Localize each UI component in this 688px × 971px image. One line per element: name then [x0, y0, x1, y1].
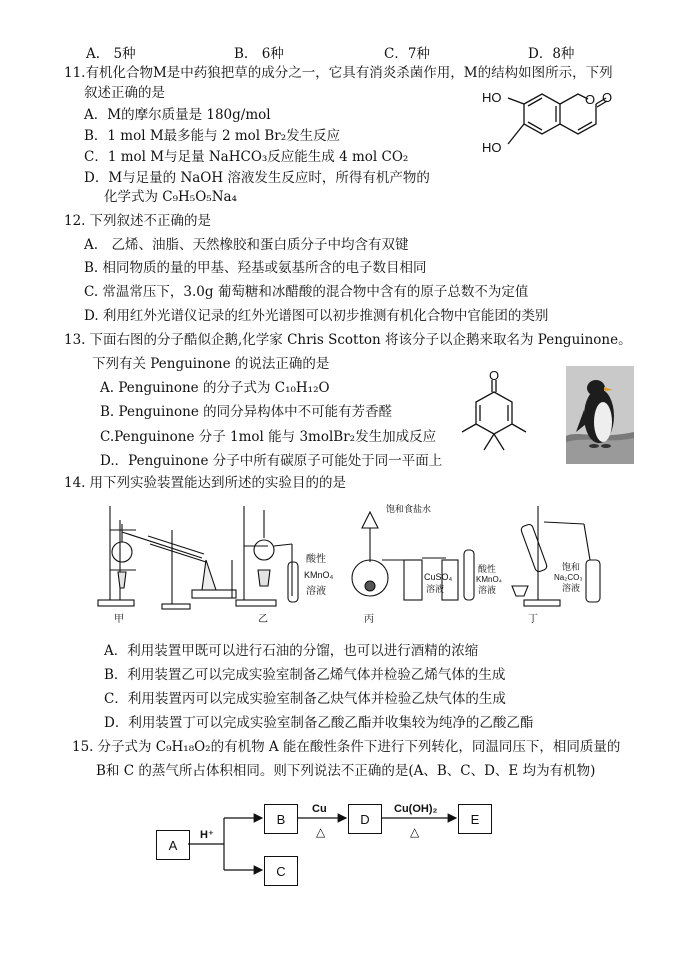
label-saturated: 饱和	[562, 562, 581, 572]
node-e: E	[458, 804, 492, 834]
question-13-stem-line-1	[64, 331, 632, 349]
question-14-number: 14.	[64, 475, 86, 491]
node-a: A	[156, 830, 190, 860]
label-heat-2: △	[410, 825, 420, 839]
ho-top-label: HO	[482, 90, 502, 105]
benzene-ring	[524, 94, 560, 134]
lactone-ring	[560, 94, 588, 104]
question-14-option-d[interactable]: D．利用装置丁可以完成实验室制备乙酸乙酯并收集较为纯净的乙酸乙酯	[104, 715, 534, 731]
question-14-option-a[interactable]: A．利用装置甲既可以进行石油的分馏，也可以进行酒精的浓缩	[104, 643, 479, 659]
question-13-option-a[interactable]: A. Penguinone 的分子式为 C₁₀H₁₂O	[100, 380, 330, 396]
q10-option-a[interactable]: A. 5种	[86, 46, 136, 62]
label-solution-4: 溶液	[562, 583, 581, 593]
q10-option-c[interactable]: C．7种	[384, 46, 430, 62]
label-kmno4-1: KMnO₄	[304, 570, 334, 580]
label-solution-2: 溶液	[426, 584, 445, 594]
question-11-structure-figure	[476, 88, 616, 168]
question-11-option-d-line-2: 化学式为 C₉H₅O₅Na₄	[104, 189, 237, 205]
question-13-option-c[interactable]: C.Penguinone 分子 1mol 能与 3molBr₂发生加成反应	[100, 429, 437, 445]
label-na2co3: Na₂CO₃	[554, 573, 583, 582]
penguinone-structure-figure	[454, 370, 534, 460]
question-13-option-b[interactable]: B. Penguinone 的同分异构体中不可能有芳香醛	[100, 404, 393, 420]
question-15-stem-line-1	[72, 738, 620, 756]
label-kmno4-2: KMnO₄	[476, 575, 502, 584]
question-13-number: 13.	[64, 332, 86, 348]
penguin-photo	[566, 366, 634, 464]
label-cuoh2: Cu(OH)₂	[394, 803, 438, 815]
label-brine: 饱和食盐水	[386, 504, 432, 514]
label-yi: 乙	[258, 614, 268, 625]
q10-option-b[interactable]: B. 6种	[234, 46, 284, 62]
label-h-plus: H⁺	[200, 829, 214, 841]
label-acidic-1: 酸性	[306, 554, 326, 565]
apparatus-bing	[352, 512, 474, 600]
question-14-option-c[interactable]: C．利用装置丙可以完成实验室制备乙炔气体并检验乙炔气体的生成	[104, 691, 506, 707]
question-13-stem-line-2: 下列有关 Penguinone 的说法正确的是	[92, 356, 330, 372]
question-12-option-b[interactable]: B. 相同物质的量的甲基、羟基或氨基所含的电子数目相同	[84, 260, 427, 276]
question-12-option-c[interactable]: C. 常温常压下，3.0g 葡萄糖和冰醋酸的混合物中含有的原子总数不为定值	[84, 284, 529, 300]
label-solution-1: 溶液	[306, 586, 326, 597]
q10-option-d[interactable]: D．8种	[528, 46, 575, 62]
label-cuso4: CuSO₄	[424, 572, 453, 582]
question-13-stem-text: 下面右图的分子酷似企鹅,化学家 Chris Scotton 将该分子以企鹅来取名为 Penguinone。	[89, 332, 632, 348]
carbonyl-oxygen-label: O	[602, 90, 613, 105]
label-acidic-2: 酸性	[478, 564, 497, 574]
question-11-option-b[interactable]: B．1 mol M最多能与 2 mol Br₂发生反应	[84, 128, 341, 144]
label-heat-1: △	[316, 825, 326, 839]
question-11-option-c[interactable]: C．1 mol M与足量 NaHCO₃反应能生成 4 mol CO₂	[84, 149, 409, 165]
question-11-stem-line-2: 叙述正确的是	[84, 85, 165, 101]
question-11-number: 11.	[64, 65, 86, 81]
cyclohexadienone-ring	[476, 392, 512, 434]
question-13-option-d[interactable]: D.．Penguinone 分子中所有碳原子可能处于同一平面上	[100, 453, 443, 469]
penguinone-oxygen-label: O	[489, 370, 500, 383]
node-b: B	[264, 804, 298, 834]
node-c: C	[264, 856, 298, 886]
question-12-stem-text: 下列叙述不正确的是	[89, 213, 211, 229]
question-14-option-b[interactable]: B．利用装置乙可以完成实验室制备乙烯气体并检验乙烯气体的生成	[104, 667, 506, 683]
apparatus-yi	[236, 506, 298, 606]
question-11-stem-text: 有机化合物M是中药狼把草的成分之一，它具有消炎杀菌作用，M的结构如图所示，下列	[85, 65, 613, 81]
question-15-stem-text: 分子式为 C₉H₁₈O₂的有机物 A 能在酸性条件下进行下列转化，同温同压下，相同质量的	[97, 739, 621, 755]
label-cu: Cu	[312, 803, 327, 815]
node-d: D	[348, 804, 382, 834]
label-solution-3: 溶液	[478, 585, 497, 595]
ho-bottom-label: HO	[482, 140, 502, 155]
question-11-option-a[interactable]: A．M的摩尔质量是 180g/mol	[84, 107, 271, 123]
label-jia: 甲	[114, 614, 124, 625]
penguin-head	[587, 380, 605, 396]
question-12-option-d[interactable]: D. 利用红外光谱仪记录的红外光谱图可以初步推测有机化合物中官能团的类别	[84, 308, 549, 324]
apparatus-jia	[98, 506, 236, 609]
question-11-stem-line-1	[64, 64, 613, 82]
lab-apparatus-figure	[92, 500, 612, 628]
penguin-belly	[594, 402, 612, 442]
question-12-option-a[interactable]: A. 乙烯、油脂、天然橡胶和蛋白质分子中均含有双键	[84, 237, 409, 253]
question-14-stem	[64, 474, 346, 492]
label-bing: 丙	[364, 614, 374, 625]
question-12-number: 12.	[64, 213, 86, 229]
question-12-stem	[64, 212, 211, 230]
reaction-flow-arrows	[150, 790, 510, 900]
question-15-stem-line-2: B和 C 的蒸气所占体积相同。则下列说法不正确的是(A、B、C、D、E 均为有机物)	[96, 763, 596, 779]
question-15-number: 15.	[72, 739, 94, 755]
question-11-option-d-line-1[interactable]: D．M与足量的 NaOH 溶液发生反应时，所得有机产物的	[84, 170, 430, 186]
question-14-stem-text: 用下列实验装置能达到所述的实验目的的是	[89, 475, 346, 491]
apparatus-ding	[512, 506, 600, 606]
label-ding: 丁	[528, 614, 538, 625]
ring-oxygen-label: O	[585, 92, 596, 107]
